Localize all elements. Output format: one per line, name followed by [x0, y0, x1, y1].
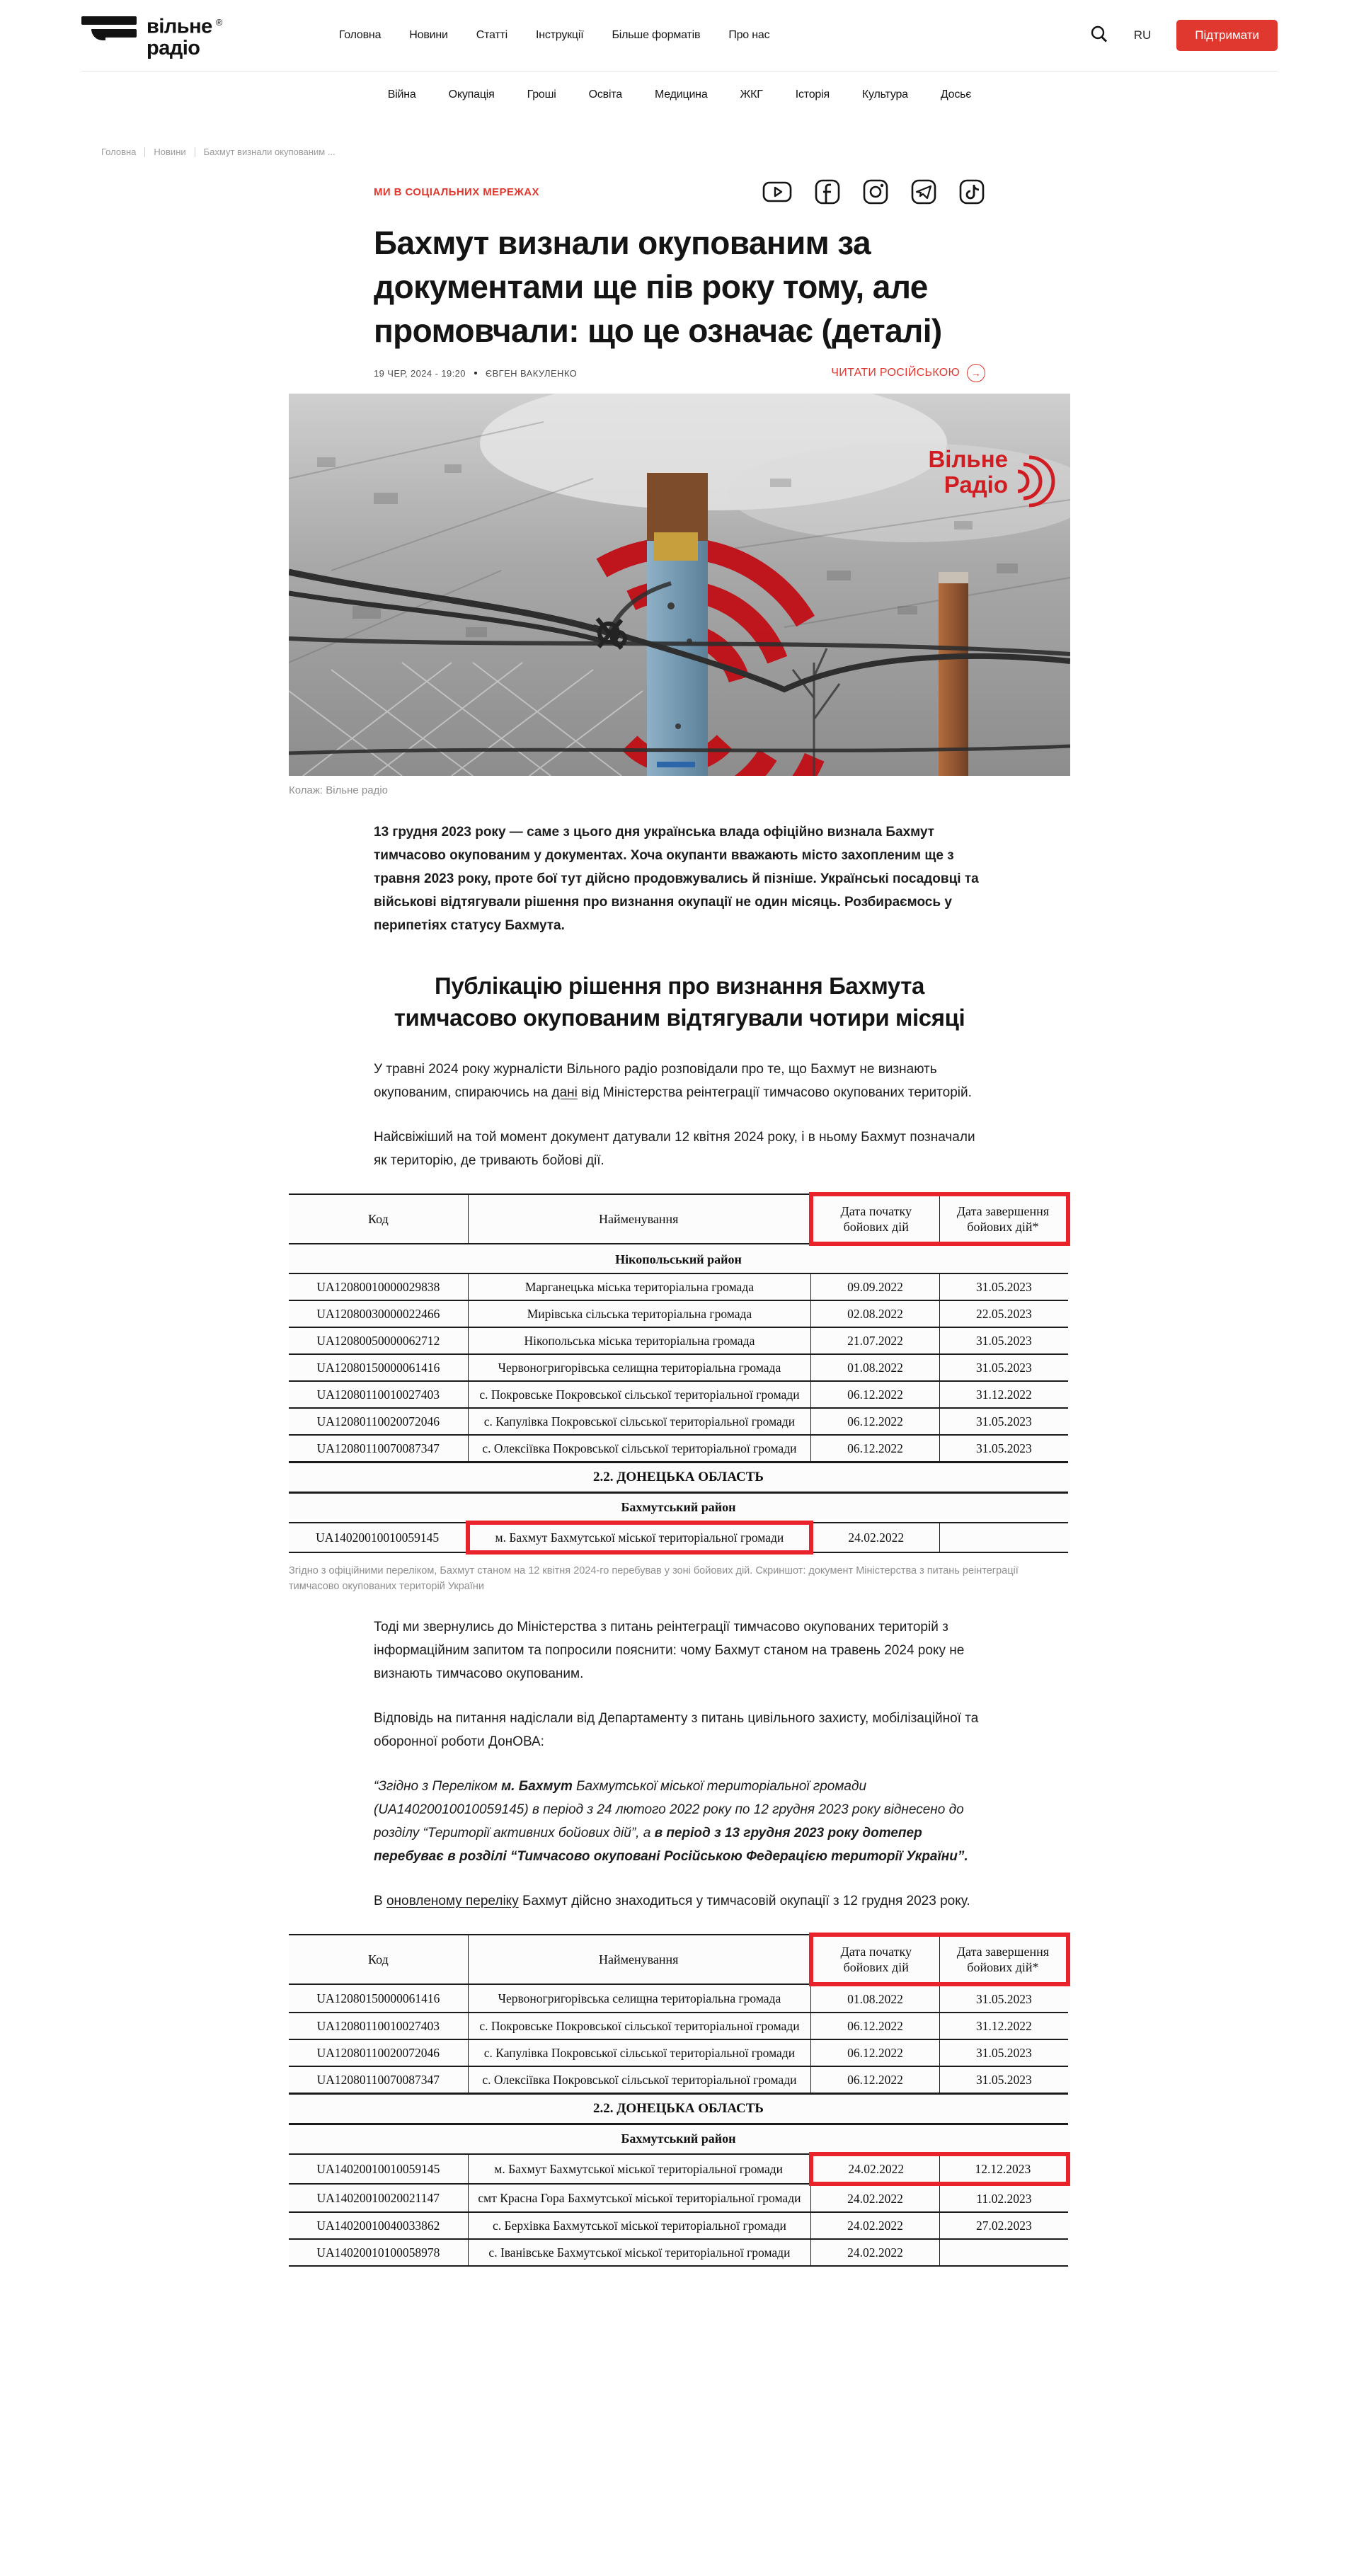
- paragraph-1: [374, 1058, 985, 1104]
- cell-code: UA12080050000062712: [289, 1327, 468, 1354]
- table-row: [289, 1493, 1068, 1523]
- cell-end: 31.05.2023: [939, 1354, 1068, 1381]
- cell-name: м. Бахмут Бахмутської міської територіальної громади: [468, 1523, 810, 1552]
- cell-name: Марганецька міська територіальна громада: [468, 1273, 810, 1300]
- table-section-2-2-донецька-область: 2.2. ДОНЕЦЬКА ОБЛАСТЬ: [289, 1462, 1068, 1493]
- nav-item-інструкції[interactable]: Інструкції: [536, 29, 584, 41]
- cell-name: Червоногригорівська селищна територіальна громада: [468, 1354, 810, 1381]
- table-row: [289, 2094, 1068, 2124]
- main-nav: [339, 29, 770, 42]
- cell-start: 24.02.2022: [811, 2212, 940, 2239]
- cell-start: 24.02.2022: [811, 2184, 940, 2212]
- text-segment: Бахмут дійсно знаходиться у тимчасовій окупації з 12 грудня 2023 року.: [518, 1894, 970, 1908]
- cell-name: Мирівська сільська територіальна громада: [468, 1300, 810, 1327]
- cell-code: UA12080010000029838: [289, 1273, 468, 1300]
- cell-end: 31.05.2023: [939, 1435, 1068, 1462]
- cell-code: UA14020010020021147: [289, 2184, 468, 2212]
- cell-end: 31.12.2022: [939, 1381, 1068, 1408]
- table-row: [289, 1300, 1068, 1327]
- table-row: [289, 1435, 1068, 1462]
- text-segment: в період з 13 грудня 2023 року дотепер перебуває в розділі “Тимчасово окуповані Російською Федерацією території України”.: [374, 1826, 968, 1864]
- social-label: МИ В СОЦІАЛЬНИХ МЕРЕЖАХ: [374, 185, 539, 198]
- social-icons: [762, 178, 985, 205]
- cell-code: UA14020010040033862: [289, 2212, 468, 2239]
- category-окупація[interactable]: Окупація: [448, 88, 495, 101]
- nav-item-статті[interactable]: Статті: [476, 29, 508, 41]
- table-row: [289, 2013, 1068, 2039]
- cell-name: Нікопольська міська територіальна громада: [468, 1327, 810, 1354]
- breadcrumb: [62, 147, 1297, 157]
- quote-paragraph: [374, 1775, 985, 1868]
- cell-code: UA12080150000061416: [289, 1984, 468, 2013]
- category-досьє[interactable]: Досьє: [940, 88, 972, 101]
- cell-start: 24.02.2022: [811, 2154, 940, 2184]
- cell-end: 12.12.2023: [939, 2154, 1068, 2184]
- table-row: [289, 1327, 1068, 1354]
- cell-end: 22.05.2023: [939, 1300, 1068, 1327]
- cell-start: 01.08.2022: [811, 1984, 940, 2013]
- table-row: [289, 2184, 1068, 2212]
- cell-end: 31.05.2023: [939, 1984, 1068, 2013]
- cell-start: 06.12.2022: [811, 2039, 940, 2066]
- table-section-нікопольський-район: Нікопольський район: [289, 1244, 1068, 1273]
- table-row: [289, 1408, 1068, 1435]
- facebook-icon[interactable]: [814, 178, 841, 205]
- table-row: [289, 2066, 1068, 2094]
- occupation-table: [289, 1933, 1070, 2267]
- cell-code: UA14020010100058978: [289, 2239, 468, 2266]
- cell-end: 27.02.2023: [939, 2212, 1068, 2239]
- telegram-icon[interactable]: [910, 178, 937, 205]
- cell-start: 09.09.2022: [811, 1273, 940, 1300]
- cell-end: 31.12.2022: [939, 2013, 1068, 2039]
- table-row: [289, 1462, 1068, 1493]
- document-table-1: [289, 1192, 1070, 1555]
- nav-item-більше-форматів[interactable]: Більше форматів: [612, 29, 701, 41]
- category-війна[interactable]: Війна: [387, 88, 416, 101]
- cell-name: с. Покровське Покровської сільської територіальної громади: [468, 2013, 810, 2039]
- table-header-найменування: Найменування: [468, 1194, 810, 1244]
- table-section-2-2-донецька-область: 2.2. ДОНЕЦЬКА ОБЛАСТЬ: [289, 2094, 1068, 2124]
- dot-separator: [474, 372, 477, 374]
- social-row: [374, 178, 985, 205]
- table-row: [289, 1244, 1068, 1273]
- category-медицина[interactable]: Медицина: [654, 88, 708, 101]
- support-button[interactable]: Підтримати: [1176, 20, 1278, 51]
- category-історія[interactable]: Історія: [795, 88, 830, 101]
- cell-start: 06.12.2022: [811, 1435, 940, 1462]
- cell-code: UA14020010010059145: [289, 1523, 468, 1552]
- paragraph-5: [374, 1889, 985, 1913]
- cell-code: UA14020010010059145: [289, 2154, 468, 2184]
- paragraph-3: Тоді ми звернулись до Міністерства з питань реінтеграції тимчасово окупованих територій з інформаційним запитом та попросили пояснити: чому Бахмут станом на травень 2024 року не визнають тимчасово окупованим.: [374, 1620, 965, 1681]
- cell-start: 06.12.2022: [811, 2013, 940, 2039]
- arrow-right-circle-icon: →: [967, 364, 985, 382]
- table-row: [289, 1381, 1068, 1408]
- article: [289, 178, 1070, 2267]
- table-row: [289, 1273, 1068, 1300]
- category-культура[interactable]: Культура: [861, 88, 908, 101]
- cell-start: 24.02.2022: [811, 1523, 940, 1552]
- cell-start: 01.08.2022: [811, 1354, 940, 1381]
- cell-name: с. Капулівка Покровської сільської територіальної громади: [468, 2039, 810, 2066]
- breadcrumb-item-бахмут-визнали-окупованим: Бахмут визнали окупованим ...: [203, 147, 336, 157]
- cell-code: UA12080110010027403: [289, 2013, 468, 2039]
- text-segment: “Згідно з Переліком: [374, 1779, 502, 1794]
- cell-name: с. Іванівське Бахмутської міської територіальної громади: [468, 2239, 810, 2266]
- cell-start: 24.02.2022: [811, 2239, 940, 2266]
- cell-name: с. Покровське Покровської сільської територіальної громади: [468, 1381, 810, 1408]
- table-section-бахмутський-район: Бахмутський район: [289, 2124, 1068, 2155]
- cell-end: 31.05.2023: [939, 1273, 1068, 1300]
- text-segment: У травні 2024 року журналісти Вільного радіо розповідали про те, що Бахмут не визнають окупованим, спираючись на: [374, 1062, 937, 1100]
- table-header-код: Код: [289, 1194, 468, 1244]
- intro-paragraph: 13 грудня 2023 року — саме з цього дня українська влада офіційно визнала Бахмут тимчасово окупованим у документах. Хоча окупанти вважають місто захопленим ще з травня 2023 року, проте бої тут дійсно продовжувались й пізніше. Українські посадовці та військові відтягували рішення про визнання окупації не один місяць. Розбираємось у перипетіях статусу Бахмута.: [374, 825, 979, 933]
- category-жкг[interactable]: ЖКГ: [740, 88, 763, 101]
- text-segment: від Міністерства реінтеграції тимчасово окупованих територій.: [577, 1085, 972, 1100]
- cell-name: м. Бахмут Бахмутської міської територіальної громади: [468, 2154, 810, 2184]
- table-1-caption: Згідно з офіційними переліком, Бахмут станом на 12 квітня 2024-го перебував у зоні бойових дій. Скриншот: документ Міністерства з питань реінтеграції тимчасово окупованих територій України: [289, 1565, 1019, 1592]
- youtube-icon[interactable]: [762, 178, 793, 205]
- cell-start: 02.08.2022: [811, 1300, 940, 1327]
- logo-text: вільне ® радіо: [147, 15, 222, 59]
- inline-link[interactable]: дані: [551, 1085, 578, 1100]
- cell-start: 06.12.2022: [811, 1381, 940, 1408]
- nav-item-новини[interactable]: Новини: [409, 29, 448, 41]
- cell-code: UA12080110010027403: [289, 1381, 468, 1408]
- hero-image: [289, 394, 1070, 776]
- tiktok-icon[interactable]: [958, 178, 985, 205]
- table-header-найменування: Найменування: [468, 1935, 810, 1984]
- cell-name: Червоногригорівська селищна територіальна громада: [468, 1984, 810, 2013]
- author: ЄВГЕН ВАКУЛЕНКО: [485, 367, 578, 379]
- inline-link[interactable]: оновленому переліку: [386, 1894, 519, 1908]
- document-table-2: [289, 1933, 1070, 2267]
- site-logo[interactable]: [81, 12, 222, 59]
- category-гроші[interactable]: Гроші: [527, 88, 556, 101]
- cell-name: смт Красна Гора Бахмутської міської територіальної громади: [468, 2184, 810, 2212]
- cell-end: 31.05.2023: [939, 2039, 1068, 2066]
- cell-code: UA12080110020072046: [289, 1408, 468, 1435]
- cell-end: 31.05.2023: [939, 1327, 1068, 1354]
- cell-start: 21.07.2022: [811, 1327, 940, 1354]
- occupation-table: [289, 1192, 1070, 1555]
- table-section-бахмутський-район: Бахмутський район: [289, 1493, 1068, 1523]
- cell-end: [939, 2239, 1068, 2266]
- table-row: [289, 2124, 1068, 2155]
- breadcrumb-separator: [144, 147, 145, 157]
- table-row: [289, 2212, 1068, 2239]
- cell-code: UA12080110070087347: [289, 1435, 468, 1462]
- table-row: [289, 2039, 1068, 2066]
- table-header-дата-початку-бойових-дій: Дата початку бойових дій: [811, 1194, 940, 1244]
- search-icon[interactable]: [1090, 25, 1108, 47]
- language-toggle[interactable]: RU: [1133, 28, 1152, 42]
- cell-end: [939, 1523, 1068, 1552]
- breadcrumb-item-новини[interactable]: Новини: [154, 147, 186, 157]
- nav-item-головна[interactable]: Головна: [338, 29, 382, 41]
- svg-text:Вільне: Вільне: [928, 446, 1008, 472]
- svg-text:Радіо: Радіо: [944, 471, 1008, 498]
- publish-date: 19 ЧЕР, 2024 - 19:20: [374, 367, 466, 379]
- table-row: [289, 2239, 1068, 2266]
- cell-code: UA12080150000061416: [289, 1354, 468, 1381]
- table-header-код: Код: [289, 1935, 468, 1984]
- paragraph-2: Найсвіжіший на той момент документ датували 12 квітня 2024 року, і в ньому Бахмут позначали як територію, де тривають бойові дії.: [374, 1130, 975, 1168]
- cell-name: с. Берхівка Бахмутської міської територіальної громади: [468, 2212, 810, 2239]
- table-row: [289, 1354, 1068, 1381]
- nav-item-про-нас[interactable]: Про нас: [728, 29, 770, 41]
- breadcrumb-item-головна[interactable]: Головна: [101, 147, 137, 157]
- cell-start: 06.12.2022: [811, 2066, 940, 2094]
- hero-caption: Колаж: Вільне радіо: [289, 784, 389, 796]
- site-header: [0, 0, 1359, 120]
- text-segment: м. Бахмут: [501, 1779, 573, 1794]
- category-nav: [81, 71, 1278, 120]
- table-row: [289, 1984, 1068, 2013]
- table-header-дата-завершення-бойових-дій: Дата завершення бойових дій*: [939, 1935, 1068, 1984]
- cell-code: UA12080110070087347: [289, 2066, 468, 2094]
- logo-icon: [81, 16, 137, 40]
- cell-code: UA12080030000022466: [289, 1300, 468, 1327]
- category-освіта[interactable]: Освіта: [588, 88, 622, 101]
- table-header-дата-завершення-бойових-дій: Дата завершення бойових дій*: [939, 1194, 1068, 1244]
- section-heading: Публікацію рішення про визнання Бахмута тимчасово окупованим відтягували чотири місяці: [394, 973, 965, 1031]
- page-title: Бахмут визнали окупованим за документами ще пів року тому, але промовчали: що це означає (деталі): [374, 224, 942, 349]
- instagram-icon[interactable]: [862, 178, 889, 205]
- cell-name: с. Олексіївка Покровської сільської територіальної громади: [468, 2066, 810, 2094]
- cell-code: UA12080110020072046: [289, 2039, 468, 2066]
- text-segment: В: [374, 1894, 386, 1908]
- cell-end: 11.02.2023: [939, 2184, 1068, 2212]
- table-row: [289, 2154, 1068, 2184]
- table-header-дата-початку-бойових-дій: Дата початку бойових дій: [811, 1935, 940, 1984]
- paragraph-4: Відповідь на питання надіслали від Департаменту з питань цивільного захисту, мобілізаційної та оборонної роботи ДонОВА:: [374, 1711, 979, 1749]
- cell-end: 31.05.2023: [939, 1408, 1068, 1435]
- cell-name: с. Олексіївка Покровської сільської територіальної громади: [468, 1435, 810, 1462]
- cell-end: 31.05.2023: [939, 2066, 1068, 2094]
- text-segment: Бахмутської міської територіальної громади (UA14020010010059145) в період з 24 лютого 2022 року по 12 грудня 2023 року віднесено до розділу “Території активних бойових дій”, а: [374, 1779, 964, 1841]
- read-russian-link[interactable]: ЧИТАТИ РОСІЙСЬКОЮ →: [831, 364, 985, 382]
- table-row: [289, 1523, 1068, 1552]
- cell-name: с. Капулівка Покровської сільської територіальної громади: [468, 1408, 810, 1435]
- cell-start: 06.12.2022: [811, 1408, 940, 1435]
